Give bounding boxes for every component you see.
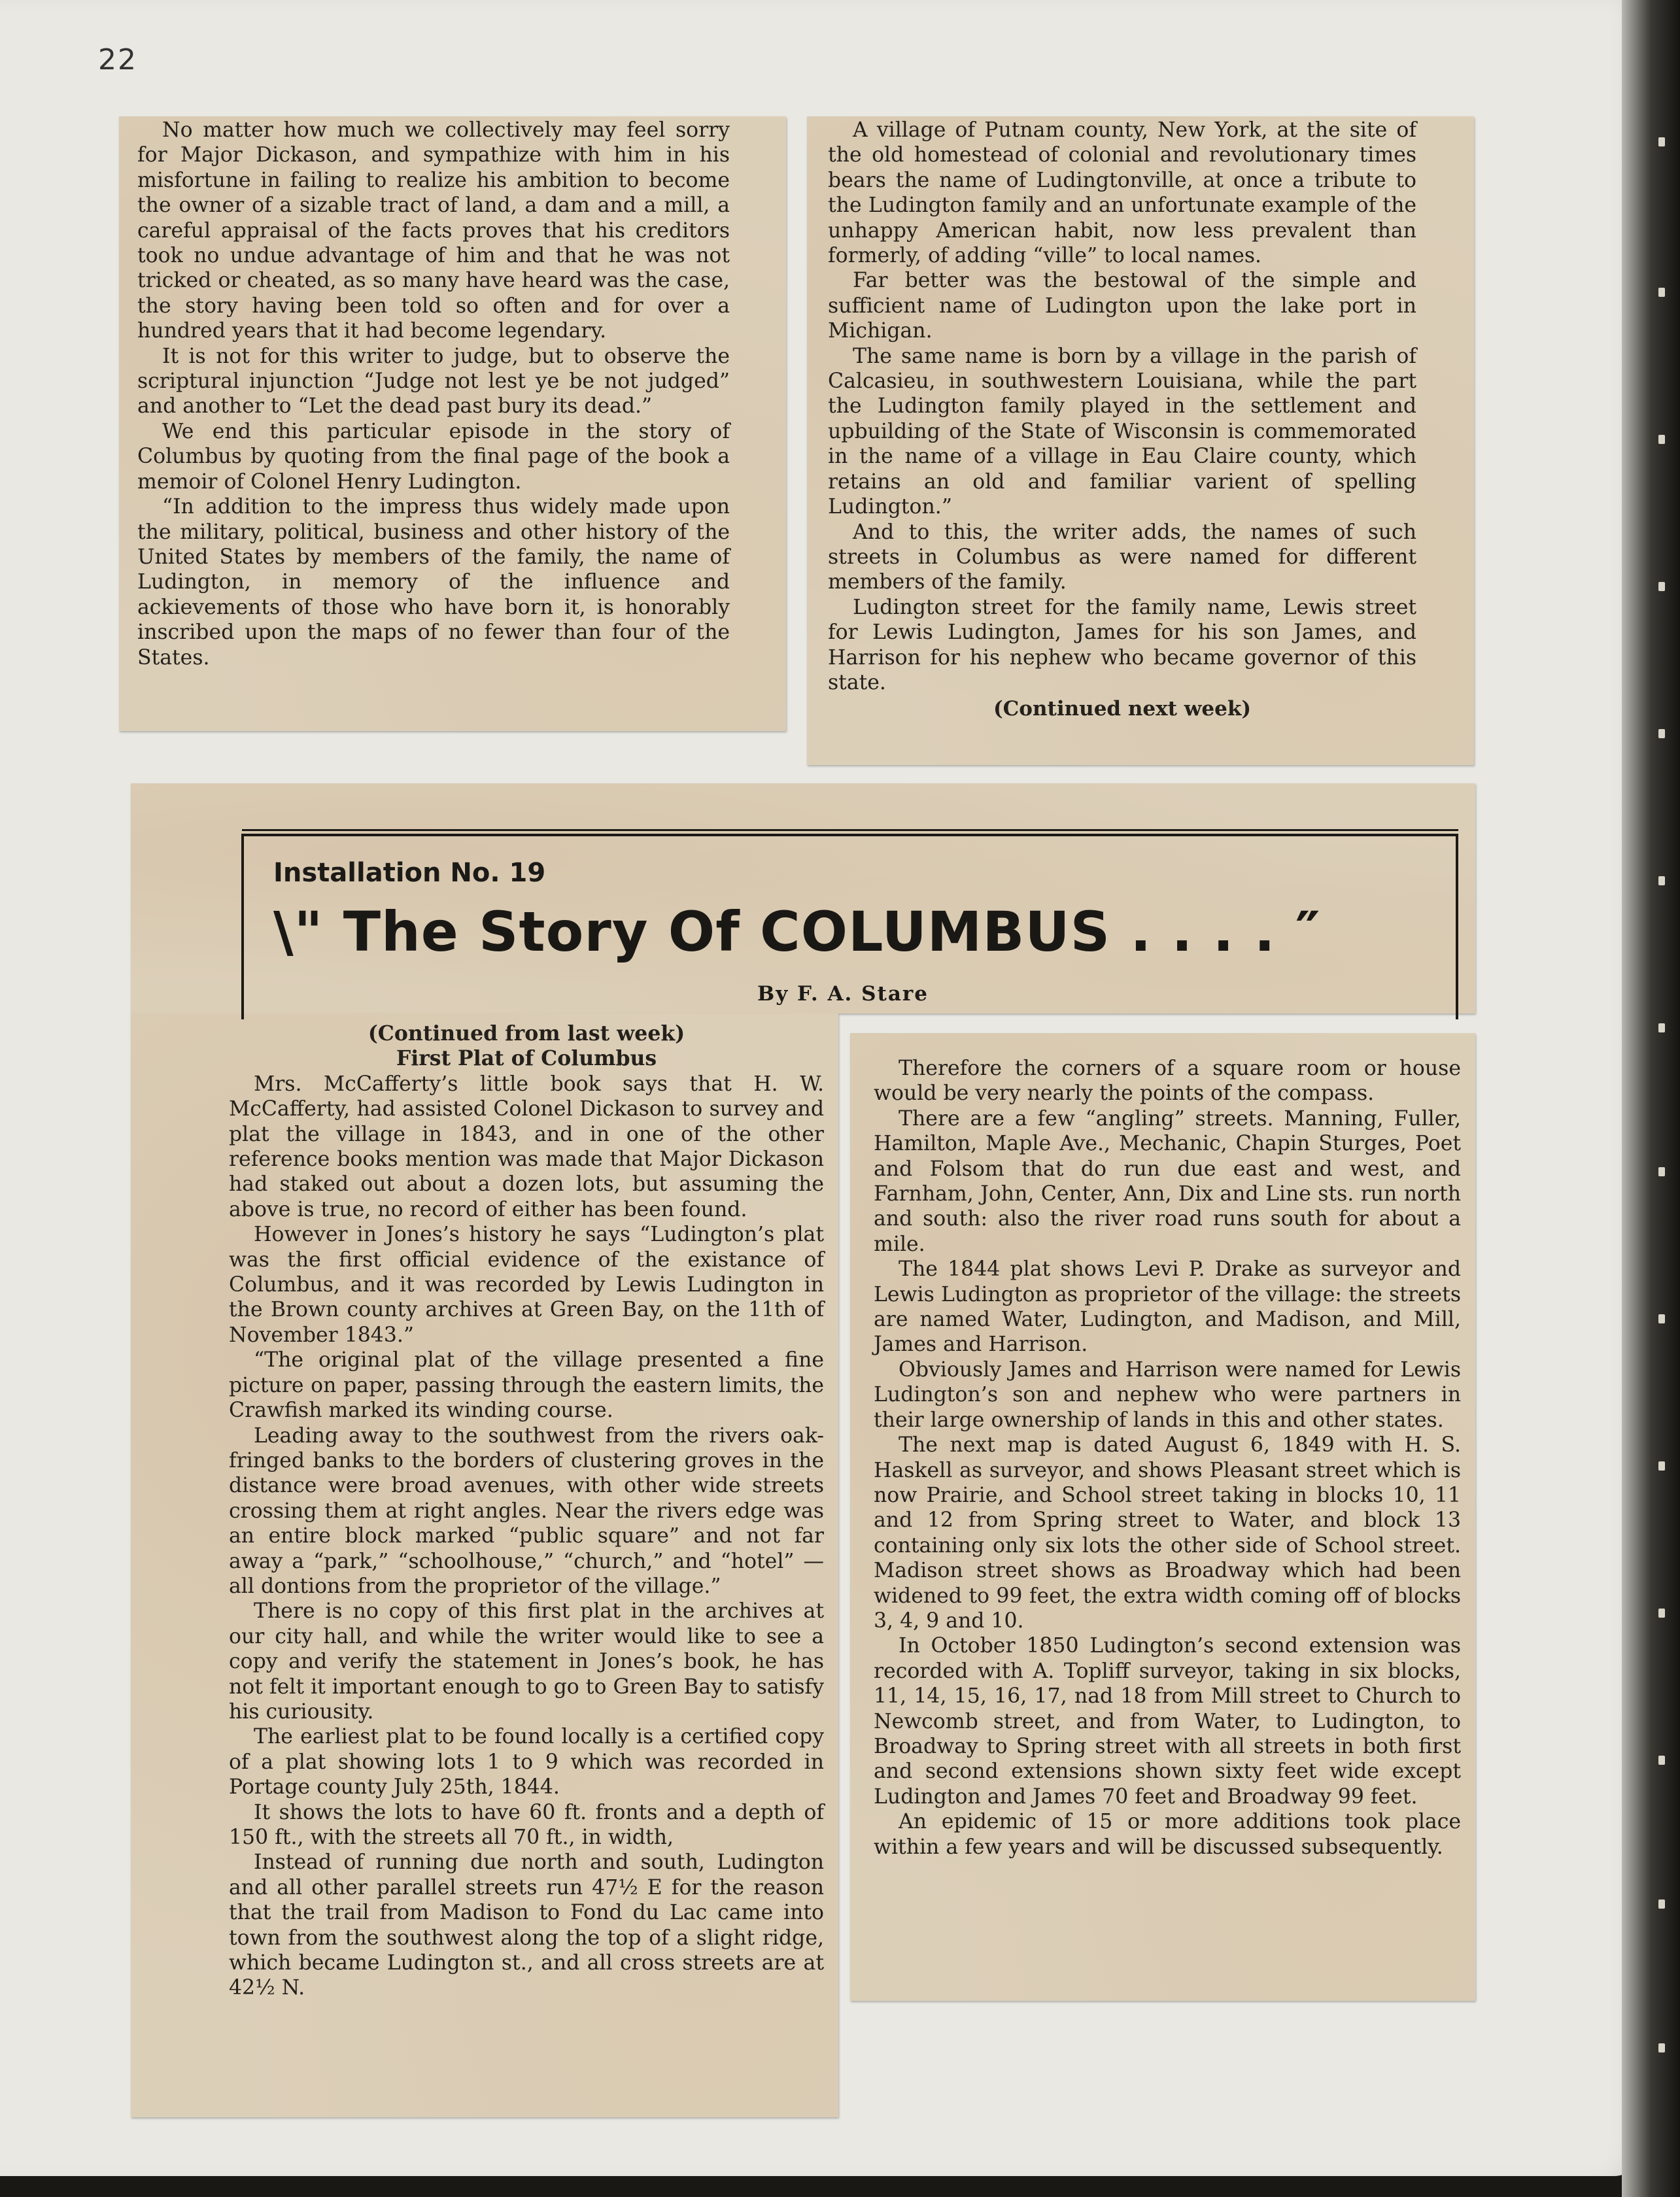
- paragraph: The same name is born by a village in the parish of Calcasieu, in southwestern Louisiana, while the part the Ludington family played in the settlement and upbuilding of the State of Wisconsin is commemorated in the name of a village in Eau Claire county, which retains an old and familiar varient of spelling Ludington.”: [828, 344, 1416, 519]
- page-tab: [1658, 1314, 1665, 1323]
- page-tab: [1658, 1023, 1665, 1032]
- paragraph: We end this particular episode in the story of Columbus by quoting from the final page of the book a memoir of Colonel Henry Ludington.: [137, 419, 730, 494]
- paragraph: “In addition to the impress thus widely made upon the military, political, business and other history of the United States by members of the family, the name of Ludington, in memory of the influence and ackievements of those who have born it, is honorably inscribed upon the maps of no fewer than four of the States.: [137, 495, 730, 670]
- continued-from-label: (Continued from last week): [368, 1021, 685, 1046]
- paragraph: The next map is dated August 6, 1849 with H. S. Haskell as surveyor, and shows Pleasant street which is now Prairie, and School street taking in blocks 10, 11 and 12 from Spring street to Water, and block 13 containing only six lots the other side of School street. Madison street shows as Broadway which had been widened to 99 feet, the extra width coming off of blocks 3, 4, 9 and 10.: [874, 1433, 1461, 1633]
- paragraph: Instead of running due north and south, Ludington and all other parallel streets run 47½ E for the reason that the trail from Madison to Fond du Lac came into town from the southwest along the top of a slight ridge, which became Ludington st., and all cross streets are at 42½ N.: [229, 1850, 824, 2000]
- paragraph: Far better was the bestowal of the simple and sufficient name of Ludington upon the lake port in Michigan.: [828, 269, 1416, 343]
- article-left-column: [229, 1021, 824, 2001]
- article-headline: \" The Story Of COLUMBUS . . . . ″: [273, 900, 1321, 964]
- page-tab: [1658, 435, 1665, 444]
- article-subhead: First Plat of Columbus: [396, 1046, 657, 1071]
- page-number: 22: [98, 43, 137, 77]
- paragraph: The earliest plat to be found locally is a certified copy of a plat showing lots 1 to 9 which was recorded in Portage county July 25th, 1844.: [229, 1725, 824, 1799]
- article-right-column: [874, 1056, 1461, 1860]
- header-rule: [242, 829, 1458, 831]
- page-tab: [1658, 1609, 1665, 1618]
- page-tab: [1658, 1899, 1665, 1909]
- paragraph: However in Jones’s history he says “Ludington’s plat was the first official evidence of the existance of Columbus, and it was recorded by Lewis Ludington in the Brown county archives at Green Bay, on the 11th of November 1843.”: [229, 1223, 824, 1347]
- page-tab: [1658, 582, 1665, 591]
- page-tab: [1658, 1756, 1665, 1765]
- paragraph: Ludington street for the family name, Lewis street for Lewis Ludington, James for his son James, and Harrison for his nephew who became governor of this state.: [828, 595, 1416, 694]
- clipping-top-left-text: [137, 118, 730, 670]
- page-tab: [1658, 1461, 1665, 1471]
- continued-next-week: (Continued next week): [993, 697, 1252, 721]
- paragraph: It is not for this writer to judge, but to observe the scriptural injunction “Judge not lest ye be not judged” and another to “Let the dead past bury its dead.”: [137, 344, 730, 418]
- binding-edge: [1622, 0, 1680, 2197]
- page-tab: [1658, 729, 1665, 738]
- page-tab: [1658, 288, 1665, 297]
- page-tab: [1658, 876, 1665, 885]
- paragraph: No matter how much we collectively may feel sorry for Major Dickason, and sympathize with him in his misfortune in failing to realize his ambition to become the owner of a sizable tract of land, a dam and a mill, a careful appraisal of the facts proves that his creditors took no undue advantage of him and that he was not tricked or cheated, as so many have heard was the case, the story having been told so often and for over a hundred years that it had become legendary.: [137, 118, 730, 343]
- paragraph: Obviously James and Harrison were named for Lewis Ludington’s son and nephew who were partners in their large ownership of lands in this and other states.: [874, 1357, 1461, 1432]
- paragraph: There are a few “angling” streets. Manning, Fuller, Hamilton, Maple Ave., Mechanic, Chapin Sturges, Poet and Folsom that do run due east and west, and Farnham, John, Center, Ann, Dix and Line sts. run north and south: also the river road runs south for about a mile.: [874, 1106, 1461, 1256]
- paragraph: A village of Putnam county, New York, at the site of the old homestead of colonial and revolutionary times bears the name of Ludingtonville, at once a tribute to the Ludington family and an unfortunate example of the unhappy American habit, now less prevalent than formerly, of adding “ville” to local names.: [828, 118, 1416, 268]
- paragraph: Leading away to the southwest from the rivers oak-fringed banks to the borders of clustering groves in the distance were broad avenues, with other wide streets crossing them at right angles. Near the rivers edge was an entire block marked “public square” and not far away a “park,” “schoolhouse,” “church,” and “hotel” — all dontions from the proprietor of the village.”: [229, 1423, 824, 1598]
- paragraph: In October 1850 Ludington’s second extension was recorded with A. Topliff surveyor, taking in six blocks, 11, 14, 15, 16, 17, nad 18 from Mill street to Church to Newcomb street, and from Water, to Ludington, to Broadway to Spring street with all streets in both first and second extensions shown sixty feet wide except Ludington and James 70 feet and Broadway 99 feet.: [874, 1634, 1461, 1809]
- page-tab: [1658, 137, 1665, 146]
- paragraph: “The original plat of the village presented a fine picture on paper, passing through the eastern limits, the Crawfish marked its winding course.: [229, 1348, 824, 1423]
- article-byline: By F. A. Stare: [757, 982, 929, 1006]
- page-tab: [1658, 2043, 1665, 2052]
- installation-label: Installation No. 19: [273, 858, 546, 888]
- page-tab: [1658, 1167, 1665, 1176]
- paragraph: And to this, the writer adds, the names of such streets in Columbus as were named for different members of the family.: [828, 520, 1416, 594]
- paragraph: There is no copy of this first plat in the archives at our city hall, and while the writer would like to see a copy and verify the statement in Jones’s book, he has not felt it important enough to go to Green Bay to satisfy his curiousity.: [229, 1599, 824, 1724]
- paragraph: Therefore the corners of a square room or house would be very nearly the points of the compass.: [874, 1057, 1461, 1106]
- paragraph: An epidemic of 15 or more additions took place within a few years and will be discussed subsequently.: [874, 1810, 1461, 1859]
- paragraph: The 1844 plat shows Levi P. Drake as surveyor and Lewis Ludington as proprietor of the village: the streets are named Water, Ludington, and Madison, and Mill, James and Harrison.: [874, 1257, 1461, 1357]
- paragraph: It shows the lots to have 60 ft. fronts and a depth of 150 ft., with the streets all 70 ft., in width,: [229, 1800, 824, 1849]
- clipping-top-right-text: [828, 118, 1416, 722]
- paragraph: Mrs. McCafferty’s little book says that H. W. McCafferty, had assisted Colonel Dickason to survey and plat the village in 1843, and in one of the other reference books mention was made that Major Dickason had staked out about a dozen lots, but assuming the above is true, no record of either has been found.: [229, 1072, 824, 1221]
